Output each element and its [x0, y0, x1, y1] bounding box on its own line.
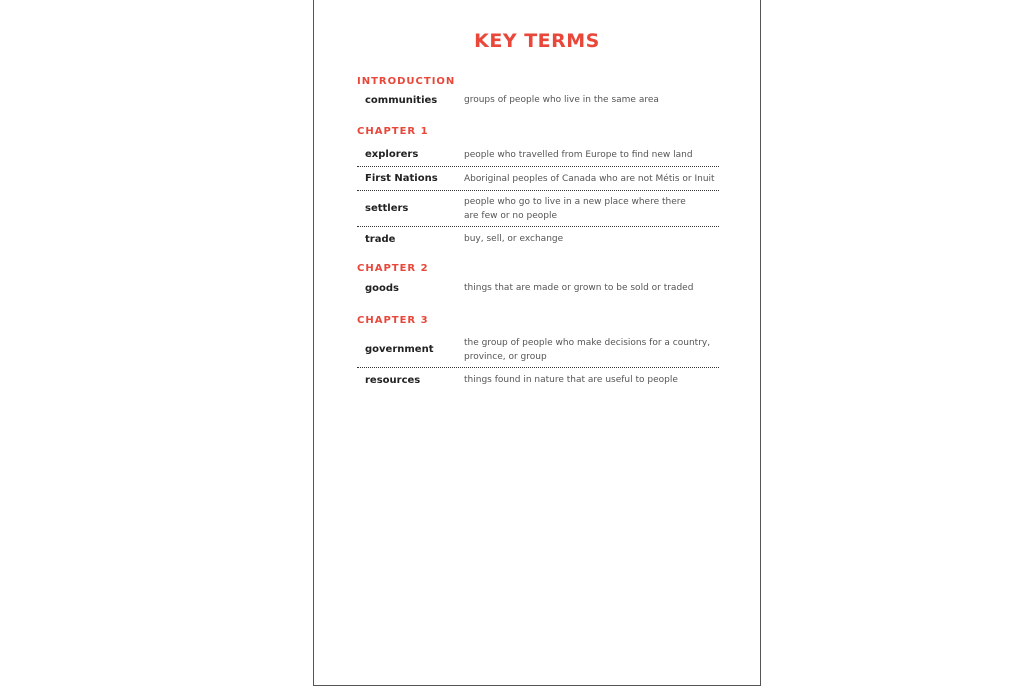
term-row [357, 368, 719, 392]
term-definition: things that are made or grown to be sold or traded [464, 283, 694, 293]
page-title: KEY TERMS [474, 30, 600, 52]
term-label: trade [365, 233, 396, 245]
section-heading: CHAPTER 1 [357, 126, 429, 137]
term-definition: buy, sell, or exchange [464, 234, 564, 244]
term-row [357, 332, 719, 368]
section-heading: INTRODUCTION [357, 76, 456, 87]
term-row [357, 276, 719, 300]
definition-line: the group of people who make decisions for a country, [464, 337, 711, 348]
term-row [357, 227, 719, 251]
term-label: government [365, 344, 434, 355]
term-definition [464, 336, 719, 364]
section-chapter-3 [357, 314, 719, 392]
term-row [357, 167, 719, 191]
term-row [357, 89, 719, 111]
definition-line: people who go to live in a new place where there [464, 196, 686, 207]
section-introduction [357, 75, 719, 111]
term-label: First Nations [365, 173, 438, 184]
definition-line: province, or group [464, 351, 547, 362]
term-label: communities [365, 94, 438, 106]
term-label: settlers [365, 203, 409, 214]
term-label: resources [365, 374, 421, 386]
term-definition: Aboriginal peoples of Canada who are not Métis or Inuit [464, 173, 715, 184]
document-page [313, 0, 761, 686]
section-chapter-2 [357, 262, 719, 300]
term-label: explorers [365, 149, 419, 160]
section-chapter-1 [357, 125, 719, 251]
term-row [357, 191, 719, 227]
section-heading: CHAPTER 3 [357, 315, 429, 326]
term-definition: groups of people who live in the same area [464, 95, 659, 105]
term-definition: people who travelled from Europe to find new land [464, 149, 693, 160]
term-definition [464, 195, 719, 223]
term-definition: things found in nature that are useful to people [464, 375, 678, 385]
section-heading: CHAPTER 2 [357, 263, 429, 274]
definition-line: are few or no people [464, 210, 557, 221]
term-row [357, 143, 719, 167]
term-label: goods [365, 282, 400, 294]
